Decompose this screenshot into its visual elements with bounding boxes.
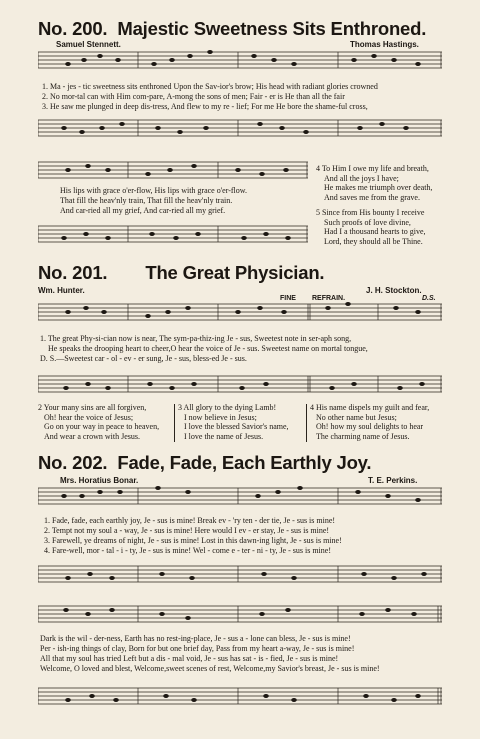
lyric-line: 3. Farewell, ye dreams of night, Je - sus is mine! Lost in this dawn-ing light, Je - sus is mine! [44, 536, 342, 545]
lyric-line: Dark is the wil - der-ness, Earth has no rest-ing-place, Je - sus a - lone can bless, Je - sus is mine! [40, 634, 351, 643]
music-staff [38, 486, 442, 506]
verse-line: He makes me triumph over death, [324, 183, 433, 193]
verse-line: I love the blessed Savior's name, [184, 422, 289, 432]
verse-line: 3 All glory to the dying Lamb! [178, 403, 277, 412]
verse-line: The charming name of Jesus. [316, 431, 410, 441]
verse-line: And saves me from the grave. [324, 192, 420, 202]
verse-line: 4 To Him I owe my life and breath, [316, 164, 429, 173]
music-staff [38, 374, 442, 394]
verse-divider [174, 404, 175, 442]
hymn-201-verse-4 [310, 403, 429, 441]
hymn-201-system [38, 302, 442, 398]
verse-line: Had I a thousand hearts to give, [324, 227, 426, 237]
verse-line: Lord, they should all be Thine. [324, 236, 423, 246]
verse-line: And all the joys I have; [324, 173, 399, 183]
hymn-number: No. 202. [38, 452, 108, 473]
verse-line: I now believe in Jesus; [184, 412, 257, 422]
lyric-line: 1. The great Phy-si-cian now is near, The sym-pa-thiz-ing Je - sus, Sweetest note in ser-aph song, [40, 334, 352, 343]
lyric-line: Welcome, O loved and blest, Welcome,sweet scenes of rest, Welcome,my Savior's breast, Je - sus is mine! [40, 664, 380, 673]
verse-divider [306, 404, 307, 442]
lyric-line: 2. No mor-tal can with Him com-pare, A-mong the sons of men; Fair - er is He than all the fair [42, 92, 345, 101]
hymn-200-author: Samuel Stennett. [56, 40, 121, 49]
lyric-line: Per - ish-ing things of clay, Born for but one brief day, Pass from my heart a-way, Je - sus is mine! [40, 644, 355, 653]
verse-line: And wear a crown with Jesus. [44, 431, 140, 441]
lyric-line: All that my soul has tried Left but a dis - mal void, Je - sus has sat - is - fied, Je - sus is mine! [40, 654, 339, 663]
verse-line: Go on your way in peace to heaven, [44, 422, 160, 432]
hymn-200-system-2 [38, 160, 308, 252]
lyric-line: And car-ried all my grief, And car-ried all my grief. [60, 206, 226, 215]
verse-line: I love the name of Jesus. [184, 431, 264, 441]
music-staff [38, 118, 442, 138]
hymn-200-verse-5 [316, 208, 426, 246]
hymn-202-title [38, 452, 371, 474]
verse-line: 5 Since from His bounty I receive [316, 208, 425, 217]
hymn-201-author: Wm. Hunter. [38, 286, 85, 295]
hymn-201-verse-2 [38, 403, 159, 441]
hymn-title-text: Majestic Sweetness Sits Enthroned. [117, 18, 427, 39]
lyric-line: 1. Fade, fade, each earthly joy, Je - sus is mine! Break ev - 'ry ten - der tie, Je - sus is mine! [44, 516, 336, 525]
hymn-202-system-1 [38, 486, 442, 596]
hymn-number: No. 200. [38, 18, 108, 39]
hymn-201-title [38, 262, 324, 284]
hymn-201-verse-3 [178, 403, 289, 441]
verse-line: Oh! hear the voice of Jesus; [44, 412, 134, 422]
fine-mark: FINE [280, 295, 296, 302]
lyric-line: His lips with grace o'er-flow, His lips with grace o'er-flow. [60, 186, 248, 195]
lyric-line: 4. Fare-well, mor - tal - i - ty, Je - sus is mine! Wel - come e - ter - ni - ty, Je - sus is mine! [44, 546, 331, 555]
hymn-number: No. 201. [38, 262, 108, 283]
music-staff [38, 224, 308, 244]
hymn-200-composer: Thomas Hastings. [350, 40, 419, 49]
hymn-200-system-1 [38, 50, 442, 160]
hymn-200-verse-4 [316, 164, 432, 202]
music-staff [38, 50, 442, 70]
lyric-line: 3. He saw me plunged in deep dis-tress, And flew to my re - lief; For me He bore the shame-ful cross, [42, 102, 368, 111]
hymn-200-title [38, 18, 426, 40]
lyric-line: 1. Ma - jes - tic sweetness sits enthroned Upon the Sav-ior's brow; His head with radiant glories crowned [42, 82, 378, 91]
lyric-line: D. S.—Sweetest car - ol - ev - er sung, Je - sus, bless-ed Je - sus. [40, 354, 247, 363]
hymn-202-author: Mrs. Horatius Bonar. [60, 476, 139, 485]
lyric-line: He speaks the drooping heart to cheer,O hear the voice of Je - sus. Sweetest name on mortal tongue, [48, 344, 368, 353]
music-staff [38, 686, 442, 706]
verse-line: 4 His name dispels my guilt and fear, [310, 403, 430, 412]
lyric-line: 2. Tempt not my soul a - way, Je - sus is mine! Here would I ev - er stay, Je - sus is mine! [44, 526, 330, 535]
hymn-201-composer: J. H. Stockton. [366, 286, 422, 295]
hymn-title-text: The Great Physician. [145, 262, 325, 283]
ds-mark: D.S. [422, 295, 436, 302]
music-staff [38, 160, 308, 180]
hymn-202-system-2 [38, 604, 442, 724]
hymn-202-composer: T. E. Perkins. [368, 476, 418, 485]
lyric-line: That fill the heav'nly train, That fill the heav'nly train. [60, 196, 233, 205]
music-staff [38, 604, 442, 624]
verse-line: 2 Your many sins are all forgiven, [38, 403, 147, 412]
music-staff [38, 564, 442, 584]
verse-line: Oh! how my soul delights to hear [316, 422, 424, 432]
verse-line: Such proofs of love divine, [324, 217, 411, 227]
music-staff [38, 302, 442, 322]
verse-line: No other name but Jesus; [316, 412, 397, 422]
refrain-mark: REFRAIN. [312, 295, 346, 302]
hymn-title-text: Fade, Fade, Each Earthly Joy. [117, 452, 372, 473]
